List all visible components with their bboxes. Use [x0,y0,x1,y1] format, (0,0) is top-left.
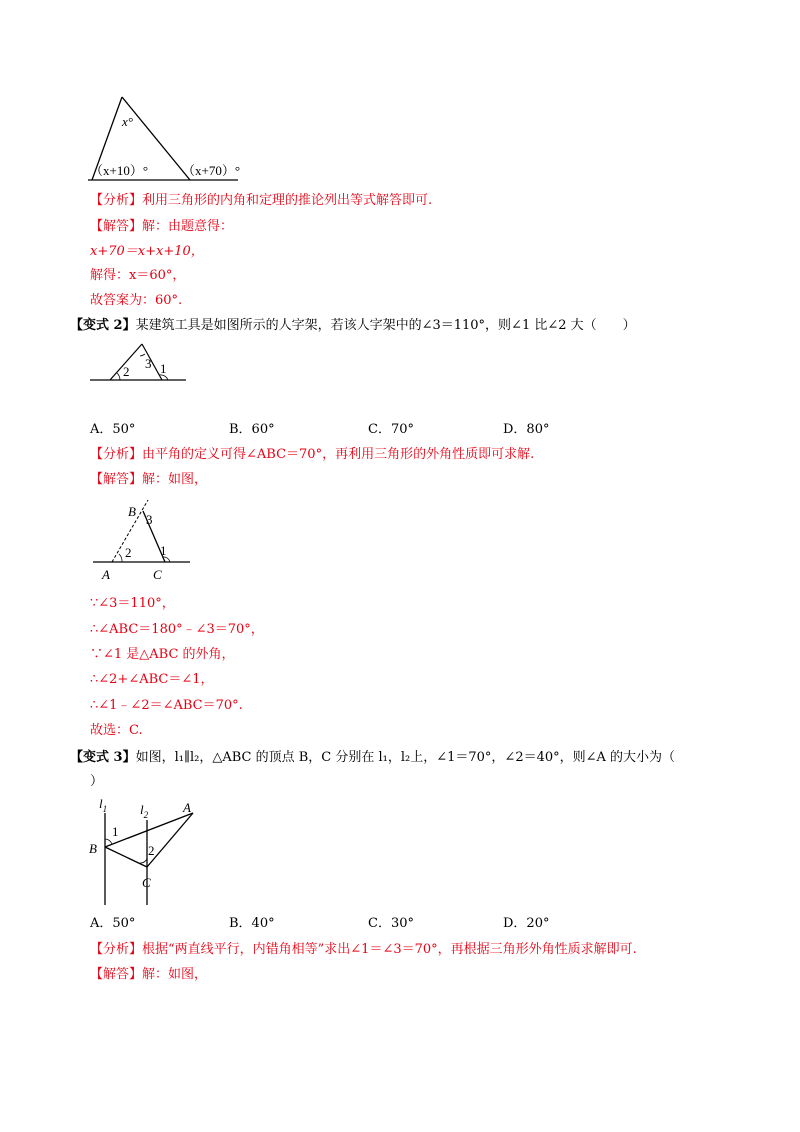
variant2-step2: ∴∠ABC＝180°﹣∠3＝70°， [90,622,264,637]
variant3-option-b: B．40° [229,916,275,931]
variant2-step6: 故选：C. [90,723,143,738]
variant3-question-text: 如图，l₁∥l₂，△ABC 的顶点 B，C 分别在 l₁，l₂上，∠1＝70°，∠2＝40°，则∠A 的大小为（ [135,750,676,765]
variant2-option-d: D．80° [503,422,550,437]
angle-1-label: 1 [112,824,119,839]
angle1-label: 1 [160,543,167,558]
variant2-option-b: B．60° [229,422,275,437]
triangle-figure [88,92,258,184]
angle3-label: 3 [146,512,153,527]
ladder-solution-figure [90,495,195,585]
ex1-line3: 故答案为：60°. [90,293,183,308]
angle-right-label: （x+70）° [182,163,241,178]
ladder-angle2-label: 2 [123,364,130,379]
variant2-step4: ∴∠2+∠ABC＝∠1， [90,672,214,687]
ex1-analysis: 【分析】利用三角形的内角和定理的推论列出等式解答即可. [90,193,433,208]
angle2-label: 2 [125,545,132,560]
variant3-option-d: D．20° [503,916,550,931]
line-l2-label: $l_2$ [140,802,149,820]
point-b-label: B [128,504,136,519]
variant2-option-a: A．50° [90,422,136,437]
line-l1-label: $l_1$ [99,796,108,814]
ex1-line2: 解得：x＝60°， [90,268,186,283]
ex1-answer-head: 【解答】解：由题意得： [90,219,234,234]
variant2-analysis: 【分析】由平角的定义可得∠ABC＝70°，再利用三角形的外角性质即可求解. [90,447,535,462]
vertex-c-label: C [142,875,151,890]
variant3-option-a: A．50° [90,916,136,931]
ladder-figure [90,342,190,384]
variant3-option-c: C．30° [368,916,414,931]
angle-x-label: x° [122,114,133,129]
angle-left-label: （x+10）° [90,163,149,178]
point-c-label: C [153,567,162,582]
variant2-answer-head: 【解答】解：如图， [90,472,208,487]
angle-2-label: 2 [148,843,155,858]
variant2-question-text: 某建筑工具是如图所示的人字架，若该人字架中的∠3＝110°，则∠1 比∠2 大（ ） [135,318,636,333]
parallel-lines-figure [85,795,205,907]
variant2-option-c: C．70° [368,422,414,437]
vertex-a-label: A [183,800,191,815]
variant2-question [70,317,636,335]
point-a-label: A [102,567,110,582]
ex1-line1: x+70＝x+x+10， [90,244,204,259]
variant3-question-cont: ） [90,774,104,789]
vertex-b-label: B [89,841,97,856]
ladder-angle1-label: 1 [160,361,167,376]
variant3-analysis: 【分析】根据“两直线平行，内错角相等”求出∠1＝∠3＝70°，再根据三角形外角性质求解即可. [90,942,637,957]
variant3-answer-head: 【解答】解：如图， [90,967,208,982]
variant2-step1: ∵∠3＝110°， [90,596,175,611]
variant3-tag: 【变式 3】 [70,750,136,765]
variant2-step5: ∴∠1﹣∠2＝∠ABC＝70°. [90,698,243,713]
ladder-angle3-label: 3 [145,356,152,371]
variant2-tag: 【变式 2】 [70,318,136,333]
variant3-question [70,749,675,767]
variant2-step3: ∵∠1 是△ABC 的外角， [90,647,235,662]
